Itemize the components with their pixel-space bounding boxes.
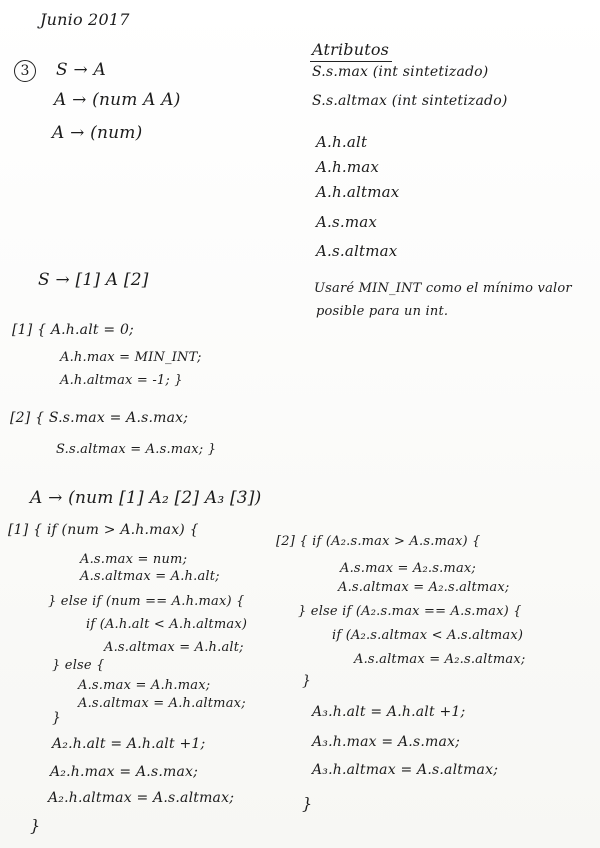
left-block-line: A.s.altmax = A.h.altmax; xyxy=(78,696,246,711)
grammar-rule-2: A → (num A A) xyxy=(54,90,181,110)
right-block-line: A₃.h.alt = A.h.alt +1; xyxy=(312,704,466,720)
left-block-line: } xyxy=(30,816,41,835)
right-block-line: } xyxy=(302,673,312,689)
left-block-line: A.s.max = num; xyxy=(80,552,188,567)
attr-note-line-1: Usaré MIN_INT como el mínimo valor xyxy=(314,281,572,296)
page-date: Junio 2017 xyxy=(40,10,130,29)
right-block-line: A₃.h.max = A.s.max; xyxy=(312,734,461,750)
attr-line: A.h.max xyxy=(316,158,380,176)
atributos-underline xyxy=(310,61,392,62)
attr-line: A.h.alt xyxy=(316,133,368,151)
right-block-line: A.s.altmax = A₂.s.altmax; xyxy=(354,652,526,667)
left-block-line: [1] { if (num > A.h.max) { xyxy=(8,522,199,538)
right-block-line: A₃.h.altmax = A.s.altmax; xyxy=(312,762,499,778)
attr-line: A.h.altmax xyxy=(316,183,400,201)
left-block-line: A.s.altmax = A.h.alt; xyxy=(80,569,220,584)
attr-line: S.s.altmax (int sintetizado) xyxy=(312,93,508,109)
attr-note-line-2: posible para un int. xyxy=(316,304,449,319)
left-block-line: A.s.altmax = A.h.alt; xyxy=(104,640,244,655)
right-block-line: A.s.max = A₂.s.max; xyxy=(340,561,477,576)
action-1-line: [1] { A.h.alt = 0; xyxy=(12,322,134,338)
production-s: S → [1] A [2] xyxy=(38,270,149,290)
right-block-line: } else if (A₂.s.max == A.s.max) { xyxy=(298,604,522,619)
action-2-line: [2] { S.s.max = A.s.max; xyxy=(10,410,189,426)
right-block-line: A.s.altmax = A₂.s.altmax; xyxy=(338,580,510,595)
right-block-line: [2] { if (A₂.s.max > A.s.max) { xyxy=(276,534,481,549)
right-block-line: } xyxy=(302,794,313,813)
left-block-line: } else { xyxy=(52,658,105,673)
left-block-line: if (A.h.alt < A.h.altmax) xyxy=(86,617,248,632)
grammar-rule-1: S → A xyxy=(56,60,106,80)
production-a: A → (num [1] A₂ [2] A₃ [3]) xyxy=(30,488,262,508)
action-2-line: S.s.altmax = A.s.max; } xyxy=(56,442,217,457)
right-block-line: if (A₂.s.altmax < A.s.altmax) xyxy=(332,628,524,643)
action-1-line: A.h.altmax = -1; } xyxy=(60,373,183,388)
attr-line: A.s.max xyxy=(316,213,378,231)
attr-line: A.s.altmax xyxy=(316,242,398,260)
attr-line: S.s.max (int sintetizado) xyxy=(312,64,489,80)
left-block-line: } xyxy=(52,710,62,726)
problem-number: 3 xyxy=(14,60,36,82)
atributos-title: Atributos xyxy=(312,40,390,59)
left-block-line: A.s.max = A.h.max; xyxy=(78,678,211,693)
left-block-line: } else if (num == A.h.max) { xyxy=(48,594,245,609)
action-1-line: A.h.max = MIN_INT; xyxy=(60,350,202,365)
left-block-line: A₂.h.altmax = A.s.altmax; xyxy=(48,790,235,806)
left-block-line: A₂.h.max = A.s.max; xyxy=(50,764,199,780)
left-block-line: A₂.h.alt = A.h.alt +1; xyxy=(52,736,206,752)
grammar-rule-3: A → (num) xyxy=(52,123,143,143)
